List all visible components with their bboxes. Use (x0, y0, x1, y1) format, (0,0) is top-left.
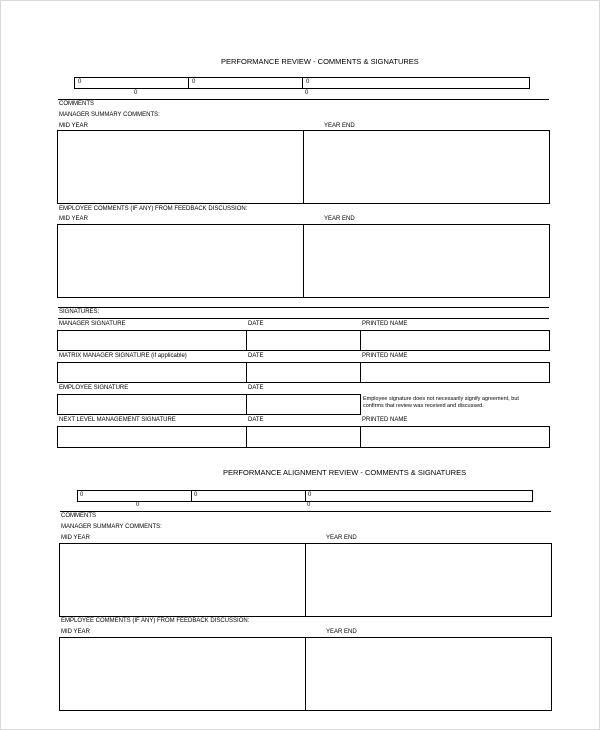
matrix-manager-signature-label: MATRIX MANAGER SIGNATURE (if applicable) (59, 353, 187, 359)
employee-mid-year-comments-box[interactable] (57, 224, 304, 298)
matrix-manager-date-field[interactable] (246, 362, 361, 383)
next-level-signature-field[interactable] (57, 426, 247, 448)
employee-date-field[interactable] (246, 394, 361, 415)
mid-year-label: MID YEAR (59, 216, 88, 222)
next-level-date-field[interactable] (246, 426, 361, 448)
employee-signature-label: EMPLOYEE SIGNATURE (59, 385, 129, 391)
next-level-signature-label: NEXT LEVEL MANAGEMENT SIGNATURE (59, 417, 176, 423)
header-value: 0 (306, 79, 310, 85)
employee-signature-note: confirms that review was received and discussed. (363, 403, 484, 409)
manager-signature-field[interactable] (57, 330, 247, 351)
comments-heading: COMMENTS (59, 101, 94, 107)
date-label: DATE (248, 385, 264, 391)
signatures-heading: SIGNATURES: (59, 309, 100, 315)
mid-year-label: MID YEAR (59, 123, 88, 129)
printed-name-label: PRINTED NAME (362, 417, 408, 423)
header-value: 0 (192, 79, 196, 85)
year-end-label: YEAR END (326, 535, 357, 541)
printed-name-label: PRINTED NAME (362, 353, 408, 359)
header-divider (188, 77, 189, 89)
date-label: DATE (248, 417, 264, 423)
header-value: 0 (308, 492, 312, 498)
header-divider (305, 490, 306, 502)
year-end-label: YEAR END (326, 629, 357, 635)
section-title: PERFORMANCE ALIGNMENT REVIEW - COMMENTS & SIGNATURES (223, 468, 467, 477)
manager-summary-label: MANAGER SUMMARY COMMENTS: (59, 112, 160, 118)
row-rule (58, 318, 549, 319)
manager-printed-name-field[interactable] (360, 330, 550, 351)
employee-year-end-comments-box[interactable] (303, 224, 550, 298)
header-value: 0 (307, 502, 311, 508)
mid-year-label: MID YEAR (61, 629, 90, 635)
manager-year-end-comments-box[interactable] (303, 130, 550, 204)
employee-signature-field[interactable] (57, 394, 247, 415)
manager-mid-year-comments-box[interactable] (59, 543, 306, 617)
header-value: 0 (194, 492, 198, 498)
header-value: 0 (78, 79, 82, 85)
section-rule (58, 99, 549, 100)
matrix-manager-signature-field[interactable] (57, 362, 247, 383)
employee-signature-note: Employee signature does not necessarily signify agreement, but (363, 396, 519, 402)
section-rule (58, 307, 549, 308)
manager-date-field[interactable] (246, 330, 361, 351)
manager-signature-label: MANAGER SIGNATURE (59, 321, 126, 327)
header-value: 0 (305, 90, 309, 96)
year-end-label: YEAR END (324, 216, 355, 222)
manager-year-end-comments-box[interactable] (305, 543, 552, 617)
section-rule (60, 511, 551, 512)
employee-year-end-comments-box[interactable] (305, 637, 552, 711)
mid-year-label: MID YEAR (61, 535, 90, 541)
header-value: 0 (136, 502, 140, 508)
header-value: 0 (134, 90, 138, 96)
employee-mid-year-comments-box[interactable] (59, 637, 306, 711)
date-label: DATE (248, 353, 264, 359)
next-level-printed-name-field[interactable] (360, 426, 550, 448)
printed-name-label: PRINTED NAME (362, 321, 408, 327)
manager-summary-label: MANAGER SUMMARY COMMENTS: (61, 524, 162, 530)
year-end-label: YEAR END (324, 123, 355, 129)
header-divider (191, 490, 192, 502)
header-value: 0 (80, 492, 84, 498)
manager-mid-year-comments-box[interactable] (57, 130, 304, 204)
date-label: DATE (248, 321, 264, 327)
comments-heading: COMMENTS (61, 513, 96, 519)
employee-comments-label: EMPLOYEE COMMENTS (IF ANY) FROM FEEDBACK DISCUSSION: (61, 618, 250, 624)
header-divider (302, 77, 303, 89)
employee-comments-label: EMPLOYEE COMMENTS (IF ANY) FROM FEEDBACK DISCUSSION: (59, 206, 248, 212)
matrix-manager-printed-name-field[interactable] (360, 362, 550, 383)
section-title: PERFORMANCE REVIEW - COMMENTS & SIGNATURES (221, 57, 419, 66)
